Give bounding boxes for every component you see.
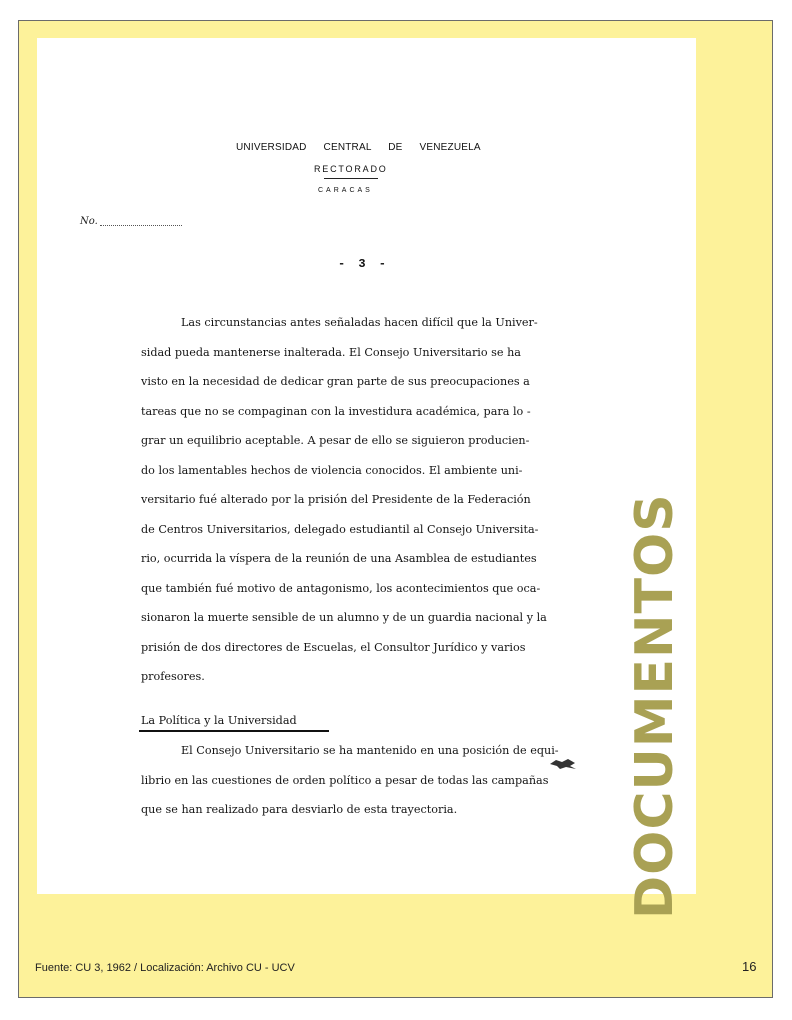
page-marker: - 3 - [338, 257, 390, 271]
text-line: do los lamentables hechos de violencia conocidos. El ambiente uni- [141, 463, 523, 477]
letterhead-underline [324, 178, 378, 179]
text-line: sidad pueda mantenerse inalterada. El Consejo Universitario se ha [141, 345, 521, 359]
letterhead-city: CARACAS [318, 187, 373, 194]
text-line: versitario fué alterado por la prisión del Presidente de la Federación [141, 493, 531, 506]
text-line: de Centros Universitarios, delegado estudiantil al Consejo Universita- [141, 522, 539, 536]
ink-blot [548, 758, 578, 770]
text-line: que también fué motivo de antagonismo, los acontecimientos que oca- [141, 581, 541, 595]
footer-source: Fuente: CU 3, 1962 / Localización: Archivo CU - UCV [35, 962, 295, 974]
text-line: que se han realizado para desviarlo de esta trayectoria. [141, 803, 458, 816]
text-line: visto en la necesidad de dedicar gran parte de sus preocupaciones a [141, 375, 530, 388]
text-line: librio en las cuestiones de orden político a pesar de todas las campañas [141, 773, 549, 787]
text-line: Las circunstancias antes señaladas hacen difícil que la Univer- [181, 316, 538, 329]
text-line: profesores. [141, 670, 205, 683]
section-heading-underline [139, 730, 329, 732]
text-line: prisión de dos directores de Escuelas, el Consultor Jurídico y varios [141, 640, 526, 654]
side-title-text: DOCUMENTOS [625, 493, 685, 919]
letterhead-office: RECTORADO [314, 164, 388, 174]
text-line: tareas que no se compaginan con la investidura académica, para lo - [141, 404, 531, 418]
text-line: El Consejo Universitario se ha mantenido en una posición de equi- [181, 744, 559, 757]
number-label: No. [80, 216, 98, 227]
text-line: rio, ocurrida la víspera de la reunión de una Asamblea de estudiantes [141, 552, 537, 565]
letterhead-university: UNIVERSIDAD CENTRAL DE VENEZUELA [236, 142, 481, 153]
section-heading: La Política y la Universidad [141, 714, 297, 727]
page-number: 16 [742, 959, 757, 974]
number-dotted-line [100, 225, 182, 226]
text-line: grar un equilibrio aceptable. A pesar de ello se siguieron producien- [141, 434, 530, 447]
text-line: sionaron la muerte sensible de un alumno y de un guardia nacional y la [141, 611, 547, 624]
